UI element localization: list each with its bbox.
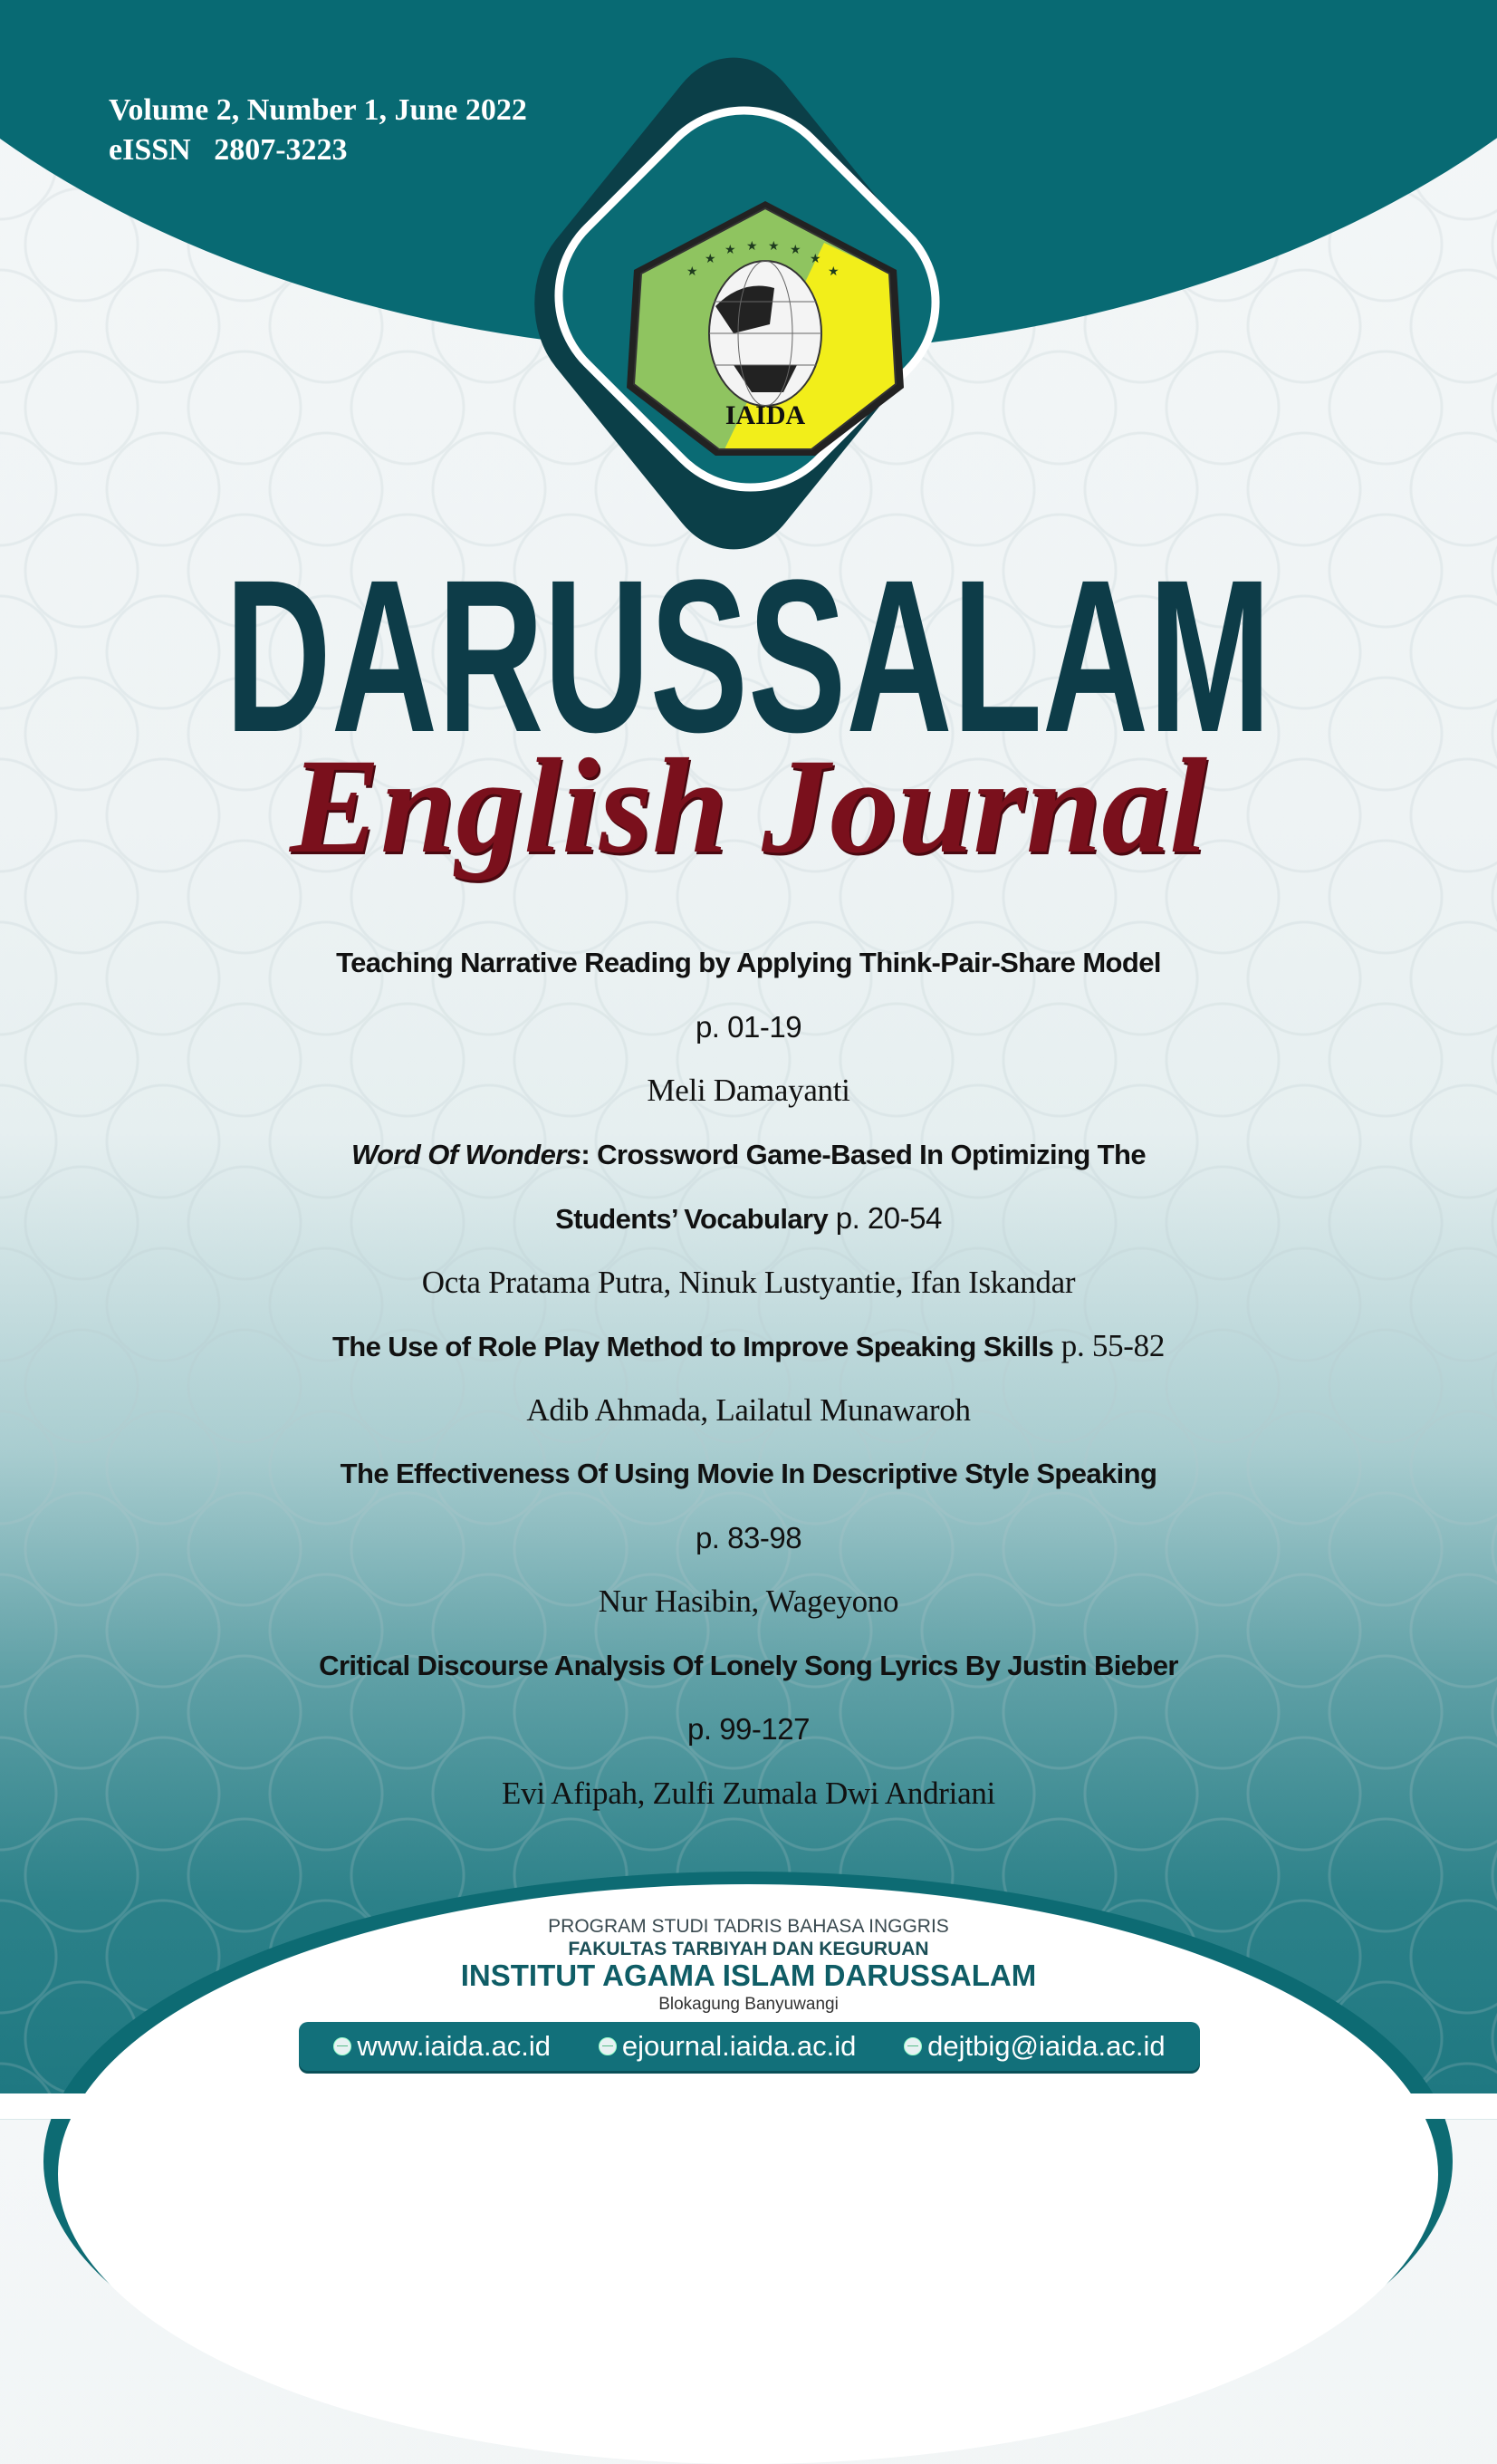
bottom-margin	[0, 2093, 1497, 2119]
article-title: The Use of Role Play Method to Improve Speaking Skills	[331, 1331, 1054, 1362]
issue-info	[109, 91, 527, 170]
svg-text:★: ★	[746, 238, 758, 253]
article-title-italic: Word Of Wonders	[351, 1138, 581, 1170]
article-title-part: Students’ Vocabulary	[555, 1203, 829, 1235]
svg-text:★: ★	[828, 264, 840, 278]
contact-ejournal[interactable]	[599, 2030, 857, 2063]
contact-text: ejournal.iaida.ac.id	[621, 2030, 857, 2062]
article-title-line	[0, 1321, 1497, 1385]
article-title-part: : Crossword Game-Based In Optimizing The	[581, 1138, 1146, 1170]
journal-title: DARUSSALAM	[225, 566, 1271, 738]
article-pages: p. 83-98	[695, 1520, 802, 1554]
svg-text:★: ★	[810, 251, 821, 265]
svg-text:★: ★	[725, 242, 736, 256]
article-pages: p. 01-19	[695, 1009, 802, 1044]
globe-icon	[333, 2037, 351, 2055]
article-pages: p. 55-82	[1060, 1328, 1166, 1363]
contact-website[interactable]	[333, 2030, 551, 2063]
contact-text: dejtbig@iaida.ac.id	[927, 2030, 1166, 2062]
article-title: The Effectiveness Of Using Movie In Descriptive Style Speaking	[340, 1458, 1157, 1489]
iaida-emblem-logo	[616, 197, 915, 460]
program-name: PROGRAM STUDI TADRIS BAHASA INGGRIS	[548, 1916, 949, 1937]
article-title-continued	[0, 1193, 1497, 1257]
globe-icon	[599, 2037, 617, 2055]
contact-email[interactable]	[904, 2030, 1165, 2063]
article-authors: Nur Hasibin, Wageyono	[598, 1583, 899, 1619]
contact-bar	[299, 2022, 1200, 2071]
journal-subtitle: English Journal	[289, 731, 1207, 881]
article-title: Critical Discourse Analysis Of Lonely Song Lyrics By Justin Bieber	[319, 1649, 1178, 1681]
eissn-line: eISSN 2807-3223	[109, 133, 348, 167]
article-authors: Meli Damayanti	[647, 1073, 850, 1108]
article-authors: Octa Pratama Putra, Ninuk Lustyantie, Ifan Iskandar	[421, 1264, 1076, 1300]
contact-text: www.iaida.ac.id	[357, 2030, 552, 2062]
article-title: Teaching Narrative Reading by Applying Think-Pair-Share Model	[336, 947, 1161, 978]
journal-title-wrapper	[0, 566, 1497, 738]
faculty-name: FAKULTAS TARBIYAH DAN KEGURUAN	[568, 1939, 929, 1959]
article-authors: Evi Afipah, Zulfi Zumala Dwi Andriani	[502, 1775, 995, 1811]
table-of-contents	[0, 938, 1497, 1832]
article-pages: p. 99-127	[687, 1712, 810, 1746]
volume-line: Volume 2, Number 1, June 2022	[109, 93, 527, 127]
svg-text:★: ★	[686, 264, 698, 278]
article-title	[0, 1130, 1497, 1194]
article-pages: p. 20-54	[835, 1201, 942, 1235]
institute-location: Blokagung Banyuwangi	[658, 1995, 839, 2014]
svg-text:★: ★	[768, 238, 780, 253]
svg-text:★: ★	[705, 251, 716, 265]
globe-icon	[904, 2037, 922, 2055]
svg-text:★: ★	[790, 242, 801, 256]
svg-text:IAIDA: IAIDA	[725, 400, 806, 430]
institute-name: INSTITUT AGAMA ISLAM DARUSSALAM	[460, 1959, 1037, 1992]
article-authors: Adib Ahmada, Lailatul Munawaroh	[526, 1391, 971, 1428]
